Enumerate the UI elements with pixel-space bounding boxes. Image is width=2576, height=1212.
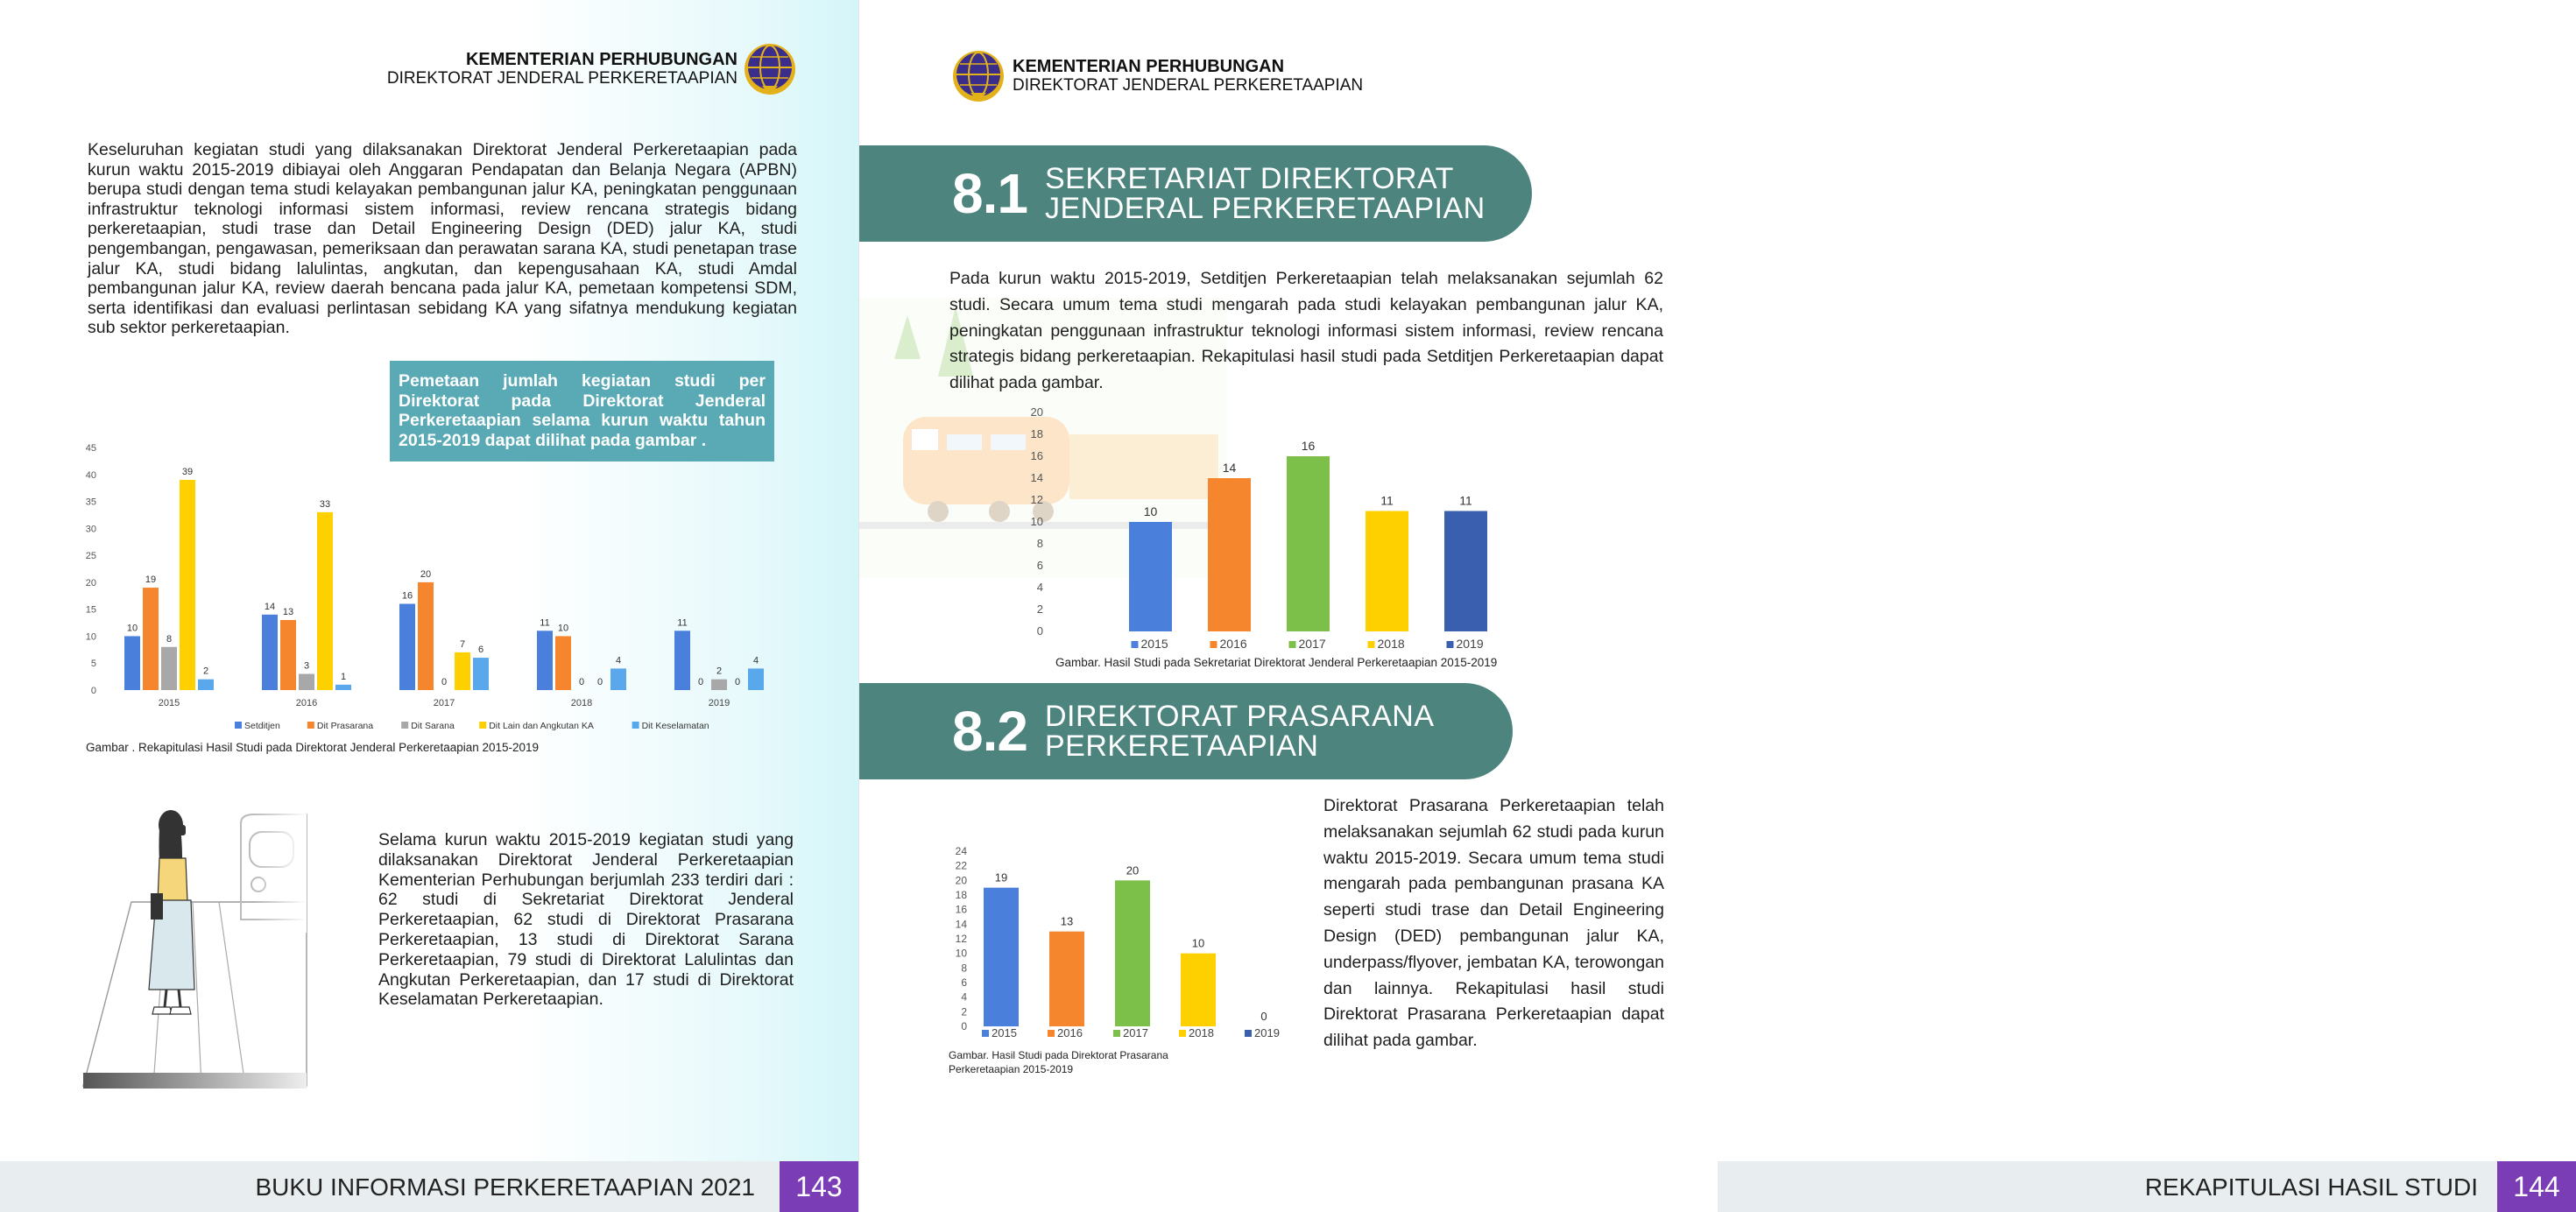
x-tick-label: 2016 — [295, 698, 318, 708]
bar-value-label: 19 — [145, 574, 157, 586]
bar-value-label: 0 — [1260, 1010, 1267, 1023]
legend-swatch — [235, 722, 242, 729]
book-title: BUKU INFORMASI PERKERETAAPIAN 2021 — [255, 1173, 755, 1201]
chart-caption: Gambar. Hasil Studi pada Direktorat Prasarana Perkeretaapian 2015-2019 — [949, 1049, 1168, 1075]
y-tick-label: 14 — [955, 918, 967, 931]
bar — [748, 668, 764, 690]
bar-value-label: 11 — [540, 617, 550, 629]
legend-swatch — [982, 1030, 989, 1037]
bar-value-label: 4 — [752, 655, 759, 666]
bar-value-label: 8 — [166, 633, 173, 645]
chart-caption: Gambar. Hasil Studi pada Sekretariat Direktorat Jenderal Perkeretaapian 2015-2019 — [1055, 656, 1498, 669]
y-tick-label: 20 — [1030, 405, 1043, 419]
bar — [198, 680, 214, 690]
legend-label: 2017 — [1298, 637, 1326, 651]
bar — [335, 685, 351, 690]
legend-swatch — [479, 722, 486, 729]
chapter-title: REKAPITULASI HASIL STUDI — [2144, 1173, 2478, 1201]
section-8-1-banner — [859, 145, 1532, 242]
bar — [1208, 478, 1251, 631]
bar — [1115, 880, 1150, 1026]
y-tick-label: 35 — [85, 497, 96, 508]
y-tick-label: 0 — [961, 1020, 967, 1032]
bar — [124, 636, 140, 690]
bar-value-label: 16 — [1301, 439, 1316, 453]
bar-value-label: 2 — [202, 666, 209, 677]
legend-swatch — [1368, 641, 1375, 648]
bar-value-label: 10 — [1191, 936, 1205, 950]
y-tick-label: 14 — [1030, 471, 1043, 484]
bar — [280, 620, 296, 690]
y-tick-label: 6 — [961, 976, 967, 989]
bar — [1129, 522, 1172, 631]
legend-label: 2015 — [992, 1026, 1017, 1039]
bar-value-label: 11 — [1380, 493, 1394, 508]
ministry-name: KEMENTERIAN PERHUBUNGAN — [465, 50, 738, 69]
legend-label: Dit Keselamatan — [641, 721, 709, 731]
y-tick-label: 2 — [1036, 602, 1043, 616]
bar-value-label: 13 — [1060, 914, 1074, 928]
bar — [537, 631, 553, 690]
y-tick-label: 16 — [1030, 449, 1043, 462]
legend-label: 2015 — [1140, 637, 1168, 651]
y-tick-label: 20 — [85, 577, 96, 588]
legend-label: 2018 — [1189, 1026, 1214, 1039]
y-tick-label: 10 — [1030, 515, 1043, 528]
bar — [1181, 954, 1216, 1026]
legend-swatch — [1447, 641, 1454, 648]
bar-value-label: 0 — [578, 677, 585, 687]
bar-value-label: 39 — [181, 466, 194, 477]
legend-label: 2016 — [1057, 1026, 1083, 1039]
legend-swatch — [1179, 1030, 1186, 1037]
bar — [399, 604, 415, 690]
legend-swatch — [401, 722, 408, 729]
bar-value-label: 20 — [420, 568, 432, 580]
bar — [711, 680, 727, 690]
section-8-2-banner — [859, 683, 1513, 779]
y-tick-label: 4 — [1036, 581, 1043, 594]
bar — [180, 480, 195, 690]
bar — [1287, 456, 1330, 631]
y-tick-label: 30 — [85, 524, 96, 535]
section-title-line-2: PERKERETAAPIAN — [1044, 729, 1319, 763]
bar-value-label: 33 — [319, 498, 331, 510]
bar — [1049, 932, 1084, 1026]
left-footer — [0, 1161, 858, 1212]
bar-value-label: 11 — [1459, 493, 1472, 508]
y-tick-label: 6 — [1036, 559, 1043, 572]
y-tick-label: 10 — [85, 631, 96, 643]
bar-value-label: 0 — [697, 677, 704, 687]
legend-label: 2019 — [1254, 1026, 1280, 1039]
bar — [262, 615, 278, 690]
bar-value-label: 1 — [340, 671, 347, 682]
summary-paragraph: Selama kurun waktu 2015-2019 kegiatan studi yang dilaksanakan Direktorat Jenderal Perkeretaapian Kementerian Perhubungan berjumlah 233 terdiri dari : 62 studi di Sekretariat Direktorat Jenderal Perkeretaapian, 62 studi di Direktorat Prasarana Perkeretaapian, 13 studi di Direktorat Sarana Perkeretaapian, 79 studi di Direktorat Lalulintas dan Angkutan Perkeretaapian, dan 17 studi di Direktorat Keselamatan Perkeretaapian. — [378, 830, 794, 1010]
bar — [418, 582, 434, 690]
section-8-2-paragraph: Direktorat Prasarana Perkeretaapian telah melaksanakan sejumlah 62 studi pada kurun waktu 2015-2019. Secara umum tema studi mengarah pada pembangunan prasana KA seperti studi trase dan Detail Engineering Design (DED) pembangunan jalur KA, underpass/flyover, jembatan KA, terowongan dan lainnya. Rekapitulasi hasil studi Direktorat Prasarana Perkeretaapian dapat dilihat pada gambar. — [1323, 796, 1664, 1051]
bar-value-label: 0 — [734, 677, 741, 687]
bar — [984, 888, 1019, 1026]
legend-label: Dit Prasarana — [316, 721, 374, 731]
y-tick-label: 45 — [85, 443, 96, 454]
section-8-1-paragraph: Pada kurun waktu 2015-2019, Setditjen Perkeretaapian telah melaksanakan sejumlah 62 studi. Secara umum tema studi mengarah pada studi kelayakan pembangunan jalur KA, peningkatan penggunaan infrastruktur teknologi informasi sistem informasi, review rencana strategis bidang perkeretaapian. Rekapitulasi hasil studi pada Setditjen Perkeretaapian dapat dilihat pada gambar. — [949, 269, 1663, 393]
y-tick-label: 40 — [85, 469, 96, 481]
bar-value-label: 14 — [1222, 461, 1237, 475]
legend-label: Dit Sarana — [411, 721, 455, 731]
x-tick-label: 2017 — [433, 698, 455, 708]
directorate-name: DIREKTORAT JENDERAL PERKERETAAPIAN — [1013, 76, 1364, 95]
bar-value-label: 20 — [1126, 863, 1140, 877]
bar-value-label: 2 — [716, 666, 723, 677]
y-tick-label: 24 — [955, 845, 967, 857]
bar — [161, 647, 177, 690]
bar-value-label: 4 — [615, 655, 622, 666]
legend-label: 2018 — [1377, 637, 1405, 651]
section-number: 8.1 — [952, 162, 1027, 225]
legend-swatch — [1210, 641, 1217, 648]
page-number: 143 — [780, 1161, 858, 1212]
left-page — [0, 0, 858, 1212]
legend-label: 2019 — [1456, 637, 1484, 651]
legend-label: Setditjen — [244, 721, 280, 731]
right-page — [858, 0, 2560, 1212]
bar — [317, 512, 333, 690]
y-tick-label: 15 — [85, 604, 96, 616]
y-tick-label: 12 — [955, 933, 967, 945]
bar-value-label: 16 — [401, 590, 413, 602]
bar-value-label: 0 — [441, 677, 448, 687]
bar-value-label: 0 — [596, 677, 603, 687]
x-tick-label: 2015 — [158, 698, 180, 708]
y-tick-label: 25 — [85, 551, 96, 562]
y-tick-label: 12 — [1030, 493, 1043, 506]
bar-value-label: 13 — [282, 606, 294, 617]
y-tick-label: 18 — [1030, 427, 1043, 440]
legend-swatch — [1289, 641, 1296, 648]
section-title-line-1: DIREKTORAT PRASARANA — [1044, 700, 1435, 733]
bar-value-label: 14 — [264, 601, 276, 612]
y-tick-label: 10 — [955, 947, 967, 960]
x-tick-label: 2018 — [570, 698, 593, 708]
directorate-studies-chart — [0, 438, 858, 736]
y-tick-label: 0 — [90, 686, 96, 696]
y-tick-label: 2 — [961, 1005, 967, 1018]
legend-label: 2016 — [1219, 637, 1247, 651]
y-tick-label: 8 — [1036, 537, 1043, 550]
legend-swatch — [307, 722, 314, 729]
setditjen-studies-chart — [1017, 405, 1507, 650]
directorate-name: DIREKTORAT JENDERAL PERKERETAAPIAN — [386, 69, 738, 88]
right-header — [951, 49, 1363, 103]
bar — [299, 674, 314, 690]
page-number: 144 — [2497, 1161, 2576, 1212]
ministry-logo-icon — [951, 49, 1006, 103]
section-title — [1045, 701, 1435, 761]
bar — [674, 631, 690, 690]
y-tick-label: 8 — [961, 962, 967, 975]
legend-label: 2017 — [1123, 1026, 1148, 1039]
bar — [143, 588, 159, 690]
legend-swatch — [1048, 1030, 1055, 1037]
left-header — [387, 42, 797, 96]
bar-value-label: 11 — [677, 617, 688, 629]
y-tick-label: 4 — [961, 990, 967, 1004]
intro-paragraph: Keseluruhan kegiatan studi yang dilaksanakan Direktorat Jenderal Perkeretaapian pada kurun waktu 2015-2019 dibiayai oleh Anggaran Pendapatan dan Belanja Negara (APBN) berupa studi dengan tema studi kelayakan pembangunan jalur KA, peningkatan penggunaan infrastruktur teknologi informasi sistem informasi, review rencana strategis bidang perkeretaapian, studi trase dan Detail Engineering Design (DED) jalur KA, studi pengembangan, pengawasan, pemeriksaan dan perawatan sarana KA, studi penetapan trase jalur KA, studi bidang lalulintas, angkutan, dan kepengusahaan KA, studi Amdal pembangunan jalur KA, review daerah bencana pada jalur KA, pemetaan kompetensi SDM, serta identifikasi dan evaluasi perlintasan sebidang KA yang sifatnya mendukung kegiatan sub sektor perkeretaapian. — [88, 140, 797, 338]
bar-value-label: 10 — [1143, 504, 1158, 518]
section-title — [1045, 164, 1486, 223]
y-tick-label: 5 — [90, 659, 96, 670]
passenger-illustration — [79, 797, 359, 1095]
bar-value-label: 7 — [459, 638, 466, 650]
chart-caption: Gambar . Rekapitulasi Hasil Studi pada Direktorat Jenderal Perkeretaapian 2015-2019 — [86, 741, 540, 754]
bar — [1366, 511, 1408, 632]
bar — [1444, 511, 1487, 632]
bar-value-label: 6 — [477, 645, 484, 656]
bar — [610, 668, 626, 690]
x-tick-label: 2019 — [708, 698, 730, 708]
bar — [455, 652, 470, 690]
y-tick-label: 16 — [955, 903, 967, 916]
bar-value-label: 3 — [303, 660, 310, 672]
ministry-name: KEMENTERIAN PERHUBUNGAN — [1013, 57, 1285, 76]
bar-value-label: 19 — [994, 870, 1008, 884]
bar — [555, 636, 571, 690]
bar-value-label: 10 — [557, 623, 569, 634]
y-tick-label: 22 — [955, 859, 967, 872]
y-tick-label: 20 — [955, 874, 967, 887]
legend-swatch — [632, 722, 639, 729]
legend-label: Dit Lain dan Angkutan KA — [489, 721, 594, 731]
bar — [473, 658, 489, 690]
legend-swatch — [1132, 641, 1139, 648]
y-tick-label: 0 — [1036, 624, 1043, 638]
chart-callout: Pemetaan jumlah kegiatan studi per Direktorat pada Direktorat Jenderal Perkeretaapian selama kurun waktu tahun 2015-2019 dapat dilihat pada gambar . — [390, 361, 774, 462]
y-tick-label: 18 — [955, 889, 967, 901]
legend-swatch — [1245, 1030, 1252, 1037]
bar-value-label: 10 — [126, 623, 138, 634]
section-title-line-2: JENDERAL PERKERETAAPIAN — [1044, 192, 1486, 225]
ministry-logo-icon — [743, 42, 797, 96]
section-title-line-1: SEKRETARIAT DIREKTORAT — [1044, 162, 1454, 195]
legend-swatch — [1113, 1030, 1120, 1037]
section-number: 8.2 — [952, 700, 1027, 763]
prasarana-studies-chart — [942, 846, 1310, 1039]
right-footer — [1718, 1161, 2576, 1212]
